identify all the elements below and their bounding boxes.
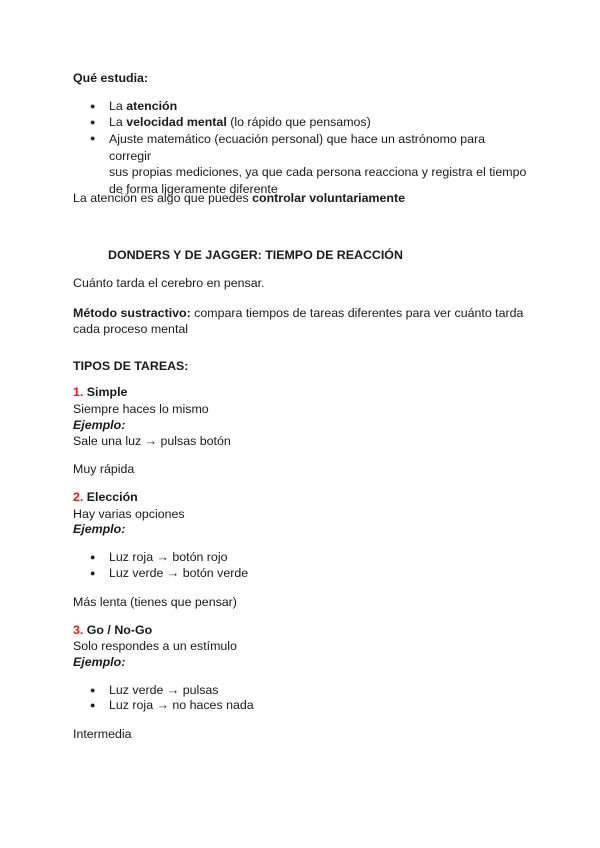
list-item-text: Ajuste matemático (ecuación personal) que hace un astrónomo para corregir sus propias mediciones, ya que cada persona reacciona y registra el tiempo de forma ligeramente diferente bbox=[109, 132, 527, 196]
task-title-eleccion: 2. Elección bbox=[73, 490, 138, 504]
list-item-text: Luz roja → no haces nada bbox=[109, 698, 254, 712]
ejemplo-label: Ejemplo: bbox=[73, 522, 126, 536]
list-item-text: La atención bbox=[109, 99, 178, 113]
task-title-simple: 1. Simple bbox=[73, 385, 128, 399]
list-item-text: Luz roja → botón rojo bbox=[109, 550, 228, 564]
bullet-icon: ● bbox=[90, 552, 96, 562]
task-desc-gonogo: Solo respondes a un estímulo bbox=[73, 639, 237, 653]
bullet-icon: ● bbox=[90, 101, 96, 111]
donders-intro: Cuánto tarda el cerebro en pensar. bbox=[73, 276, 265, 290]
list-item-text: Luz verde → botón verde bbox=[109, 566, 249, 580]
speed-eleccion: Más lenta (tienes que pensar) bbox=[73, 595, 237, 609]
speed-gonogo: Intermedia bbox=[73, 727, 132, 741]
section-title-tipos: TIPOS DE TAREAS: bbox=[73, 359, 189, 373]
example-simple: Sale una luz → pulsas botón bbox=[73, 434, 231, 448]
metodo-sustractivo-line2: cada proceso mental bbox=[73, 322, 189, 336]
section-heading-donders: DONDERS Y DE JAGGER: TIEMPO DE REACCIÓN bbox=[108, 248, 403, 262]
bullet-icon: ● bbox=[90, 700, 96, 710]
attention-note: La atención es algo que puedes controlar voluntariamente bbox=[73, 191, 405, 205]
list-item-text: La velocidad mental (lo rápido que pensamos) bbox=[109, 115, 371, 129]
bullet-icon: ● bbox=[90, 568, 96, 578]
task-desc-simple: Siempre haces lo mismo bbox=[73, 402, 209, 416]
ejemplo-label: Ejemplo: bbox=[73, 418, 126, 432]
task-desc-eleccion: Hay varias opciones bbox=[73, 507, 185, 521]
bullet-icon: ● bbox=[90, 133, 96, 143]
section-title-que-estudia: Qué estudia: bbox=[73, 71, 149, 85]
metodo-sustractivo-line1: Método sustractivo: compara tiempos de tareas diferentes para ver cuánto tarda bbox=[73, 306, 524, 320]
speed-simple: Muy rápida bbox=[73, 462, 135, 476]
list-item-text: Luz verde → pulsas bbox=[109, 683, 219, 697]
task-title-gonogo: 3. Go / No-Go bbox=[73, 623, 153, 637]
bullet-icon: ● bbox=[90, 685, 96, 695]
ejemplo-label: Ejemplo: bbox=[73, 655, 126, 669]
bullet-icon: ● bbox=[90, 117, 96, 127]
